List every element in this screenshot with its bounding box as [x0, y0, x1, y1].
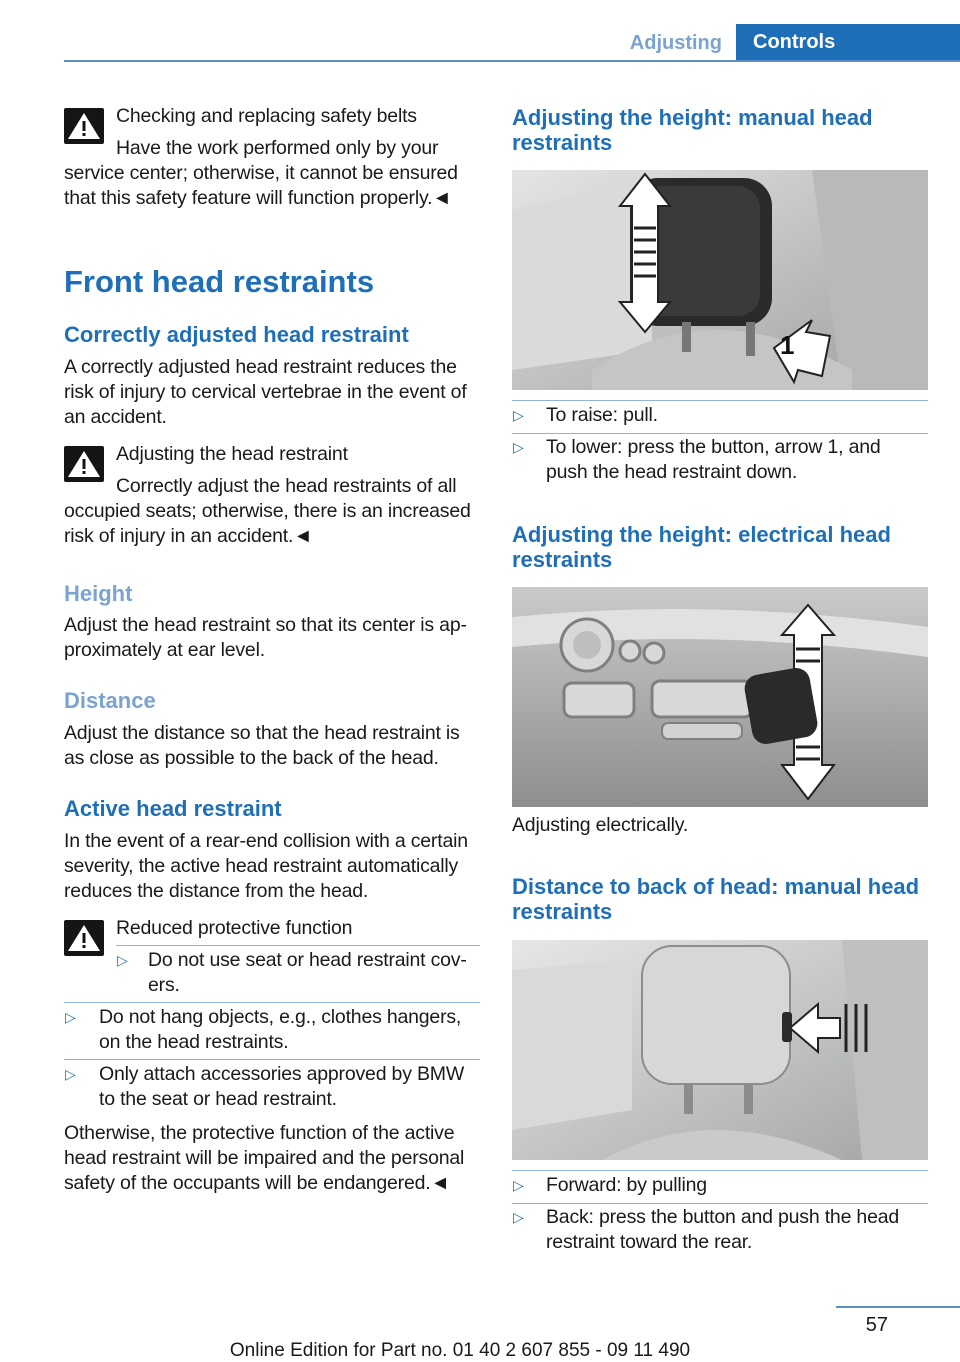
- warning-text: risk of injury in an accident.◄: [64, 525, 313, 547]
- warning-text: that this safety feature will function properly.◄: [64, 187, 452, 209]
- list-item: Back: press the button and push the head: [546, 1206, 900, 1228]
- heading-electrical-height: Adjusting the height: electrical head restraints: [512, 522, 891, 572]
- page-number: 57: [865, 1314, 888, 1336]
- divider: [116, 945, 480, 946]
- list-item: To raise: pull.: [546, 404, 658, 426]
- body-text: A correctly adjusted head restraint reduces the: [64, 356, 457, 378]
- triangle-bullet-icon: ▷: [65, 1066, 76, 1082]
- body-text: an accident.: [64, 406, 167, 428]
- warning-text: service center; otherwise, it cannot be ensured: [64, 162, 458, 184]
- list-item: To lower: press the button, arrow 1, and: [546, 436, 881, 458]
- heading-distance: Distance: [64, 688, 156, 713]
- body-text: Adjust the distance so that the head restraint is: [64, 722, 460, 744]
- list-item: ers.: [148, 974, 180, 996]
- heading-active-head-restraint: Active head restraint: [64, 796, 282, 821]
- warning-title: Adjusting the head restraint: [116, 443, 348, 465]
- figure-callout-label: 1: [780, 330, 795, 360]
- warning-text: Have the work performed only by your: [116, 137, 439, 159]
- divider: [64, 1059, 480, 1060]
- footer-rule: [836, 1306, 960, 1308]
- triangle-bullet-icon: ▷: [513, 1177, 524, 1193]
- divider: [512, 1203, 928, 1204]
- warning-triangle-icon: [64, 446, 104, 482]
- body-text: safety of the occupants will be endangered.◄: [64, 1172, 450, 1194]
- triangle-bullet-icon: ▷: [65, 1009, 76, 1025]
- triangle-bullet-icon: ▷: [513, 439, 524, 455]
- list-item: to the seat or head restraint.: [99, 1088, 337, 1110]
- warning-text: occupied seats; otherwise, there is an increased: [64, 500, 471, 522]
- heading-front-head-restraints: Front head restraints: [64, 264, 375, 299]
- triangle-bullet-icon: ▷: [513, 1209, 524, 1225]
- list-item: Only attach accessories approved by BMW: [99, 1063, 465, 1085]
- warning-title: Checking and replacing safety belts: [116, 105, 417, 127]
- warning-title: Reduced protective function: [116, 917, 353, 939]
- divider: [512, 400, 928, 401]
- header-rule: [64, 60, 960, 62]
- figure-electrical-seat-controls: [512, 587, 928, 807]
- warning-triangle-icon: [64, 108, 104, 144]
- figure-distance-head-restraint: [512, 940, 928, 1160]
- divider: [512, 1170, 928, 1171]
- body-text: Otherwise, the protective function of the active: [64, 1122, 455, 1144]
- list-item: restraint toward the rear.: [546, 1231, 753, 1253]
- body-text: reduces the distance from the head.: [64, 880, 369, 902]
- figure-manual-head-restraint: [512, 170, 928, 390]
- divider: [512, 433, 928, 434]
- body-text: as close as possible to the back of the head.: [64, 747, 439, 769]
- body-text: In the event of a rear-end collision with a certain: [64, 830, 468, 852]
- footer-edition: Online Edition for Part no. 01 40 2 607 855 - 09 11 490: [229, 1340, 691, 1361]
- triangle-bullet-icon: ▷: [513, 407, 524, 423]
- body-text: severity, the active head restraint automatically: [64, 855, 459, 877]
- heading-distance-manual: Distance to back of head: manual head restraints: [512, 874, 920, 924]
- list-item: Do not hang objects, e.g., clothes hangers,: [99, 1006, 462, 1028]
- heading-height: Height: [64, 581, 133, 606]
- body-text: Adjust the head restraint so that its center is ap-: [64, 614, 467, 636]
- body-text: proximately at ear level.: [64, 639, 265, 661]
- triangle-bullet-icon: ▷: [117, 952, 128, 968]
- header-section: Adjusting: [629, 32, 722, 54]
- divider: [64, 1002, 480, 1003]
- body-text: risk of injury to cervical vertebrae in the event of: [64, 381, 467, 403]
- heading-correctly-adjusted: Correctly adjusted head restraint: [64, 322, 409, 347]
- warning-triangle-icon: [64, 920, 104, 956]
- figure-caption: Adjusting electrically.: [512, 814, 689, 836]
- header-chapter: Controls: [736, 24, 960, 61]
- list-item: on the head restraints.: [99, 1031, 289, 1053]
- warning-text: Correctly adjust the head restraints of all: [116, 475, 457, 497]
- list-item: Forward: by pulling: [546, 1174, 707, 1196]
- body-text: head restraint will be impaired and the personal: [64, 1147, 465, 1169]
- list-item: push the head restraint down.: [546, 461, 798, 483]
- heading-manual-height: Adjusting the height: manual head restraints: [512, 105, 873, 155]
- list-item: Do not use seat or head restraint cov-: [148, 949, 467, 971]
